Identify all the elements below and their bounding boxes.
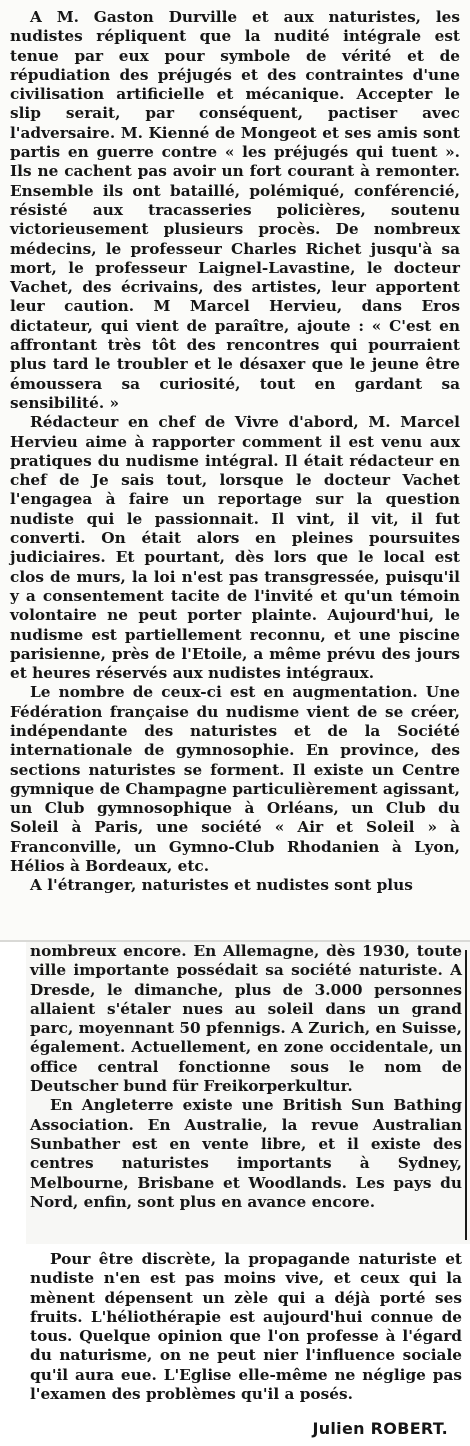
article-paragraph: A l'étranger, naturistes et nudistes sont plus <box>30 876 413 895</box>
article-paragraph: nombreux encore. En Allemagne, dès 1930, toute ville importante possédait sa société naturiste. A Dresde, le dimanche, plus de 3.000 personnes allaient s'étaler nues au soleil dans un grand parc, moyennant 50 pfennigs. A Zurich, en Suisse, également. Actuellement, en zone occidentale, un office central fonctionne sous le nom de Deutscher bund für Freikorperkultur. <box>30 942 462 1096</box>
article-paragraph: En Angleterre existe une British Sun Bathing Association. En Australie, la revue Australian Sunbather est en vente libre, et il existe des centres naturistes importants à Sydney, Melbourne, Brisbane et Woodlands. Les pays du Nord, enfin, sont plus en avance encore. <box>30 1096 462 1211</box>
article-paragraph: Le nombre de ceux-ci est en augmentation. Une Fédération française du nudisme vient de se créer, indépendante des naturistes et de la Société internationale de gymnosophie. En province, des sections naturistes se forment. Il existe un Centre gymnique de Champagne particulièrement agissant, un Club gymnosophique à Orléans, un Club du Soleil à Paris, une société « Air et Soleil » à Franconville, un Gymno-Club Rhodanien à Lyon, Hélios à Bordeaux, etc. <box>10 683 460 876</box>
column-rule <box>465 950 467 1240</box>
article-column-3 <box>26 1244 470 1446</box>
article-column-2 <box>26 942 470 1244</box>
article-paragraph: Rédacteur en chef de Vivre d'abord, M. Marcel Hervieu aime à rapporter comment il est venu aux pratiques du nudisme intégral. Il était rédacteur en chef de Je sais tout, lorsque le docteur Vachet l'engagea à faire un reportage sur la question nudiste qui le passionnait. Il vint, il vit, il fut converti. On était alors en pleines poursuites judiciaires. Et pourtant, dès lors que le local est clos de murs, la loi n'est pas transgressée, puisqu'il y a consentement tacite de l'invité et qu'un témoin volontaire ne peut porter plainte. Aujourd'hui, le nudisme est partiellement reconnu, et une piscine parisienne, près de l'Etoile, a même prévu des jours et heures réservés aux nudistes intégraux. <box>10 413 460 683</box>
article-paragraph: A M. Gaston Durville et aux naturistes, les nudistes répliquent que la nudité intégrale est tenue par eux pour symbole de vérité et de répudiation des préjugés et des contraintes d'une civilisation artificielle et mécanique. Accepter le slip serait, par conséquent, pactiser avec l'adversaire. M. Kienné de Mongeot et ses amis sont partis en guerre contre « les préjugés qui tuent ». Ils ne cachent pas avoir un fort courant à remonter. Ensemble ils ont bataillé, polémiqué, conférencié, résisté aux tracasseries policières, soutenu victorieusement plusieurs procès. De nombreux médecins, le professeur Charles Richet jusqu'à sa mort, le professeur Laignel-Lavastine, le docteur Vachet, des écrivains, des artistes, leur apportent leur caution. M Marcel Hervieu, dans Eros dictateur, qui vient de paraître, ajoute : « C'est en affrontant très tôt des rencontres qui pourraient plus tard le troubler et le désaxer que le jeune être émoussera sa curiosité, tout en gardant sa sensibilité. » <box>10 8 460 412</box>
author-signature: Julien ROBERT. <box>312 1419 448 1438</box>
article-paragraph: Pour être discrète, la propagande naturiste et nudiste n'en est pas moins vive, et ceux qui la mènent dépensent un zèle qui a déjà porté ses fruits. L'héliothérapie est aujourd'hui connue de tous. Quelque opinion que l'on professe à l'égard du naturisme, on ne peut nier l'influence sociale qu'il aura eue. L'Eglise elle-même ne néglige pas l'examen des problèmes qu'il a posés. <box>30 1250 462 1404</box>
